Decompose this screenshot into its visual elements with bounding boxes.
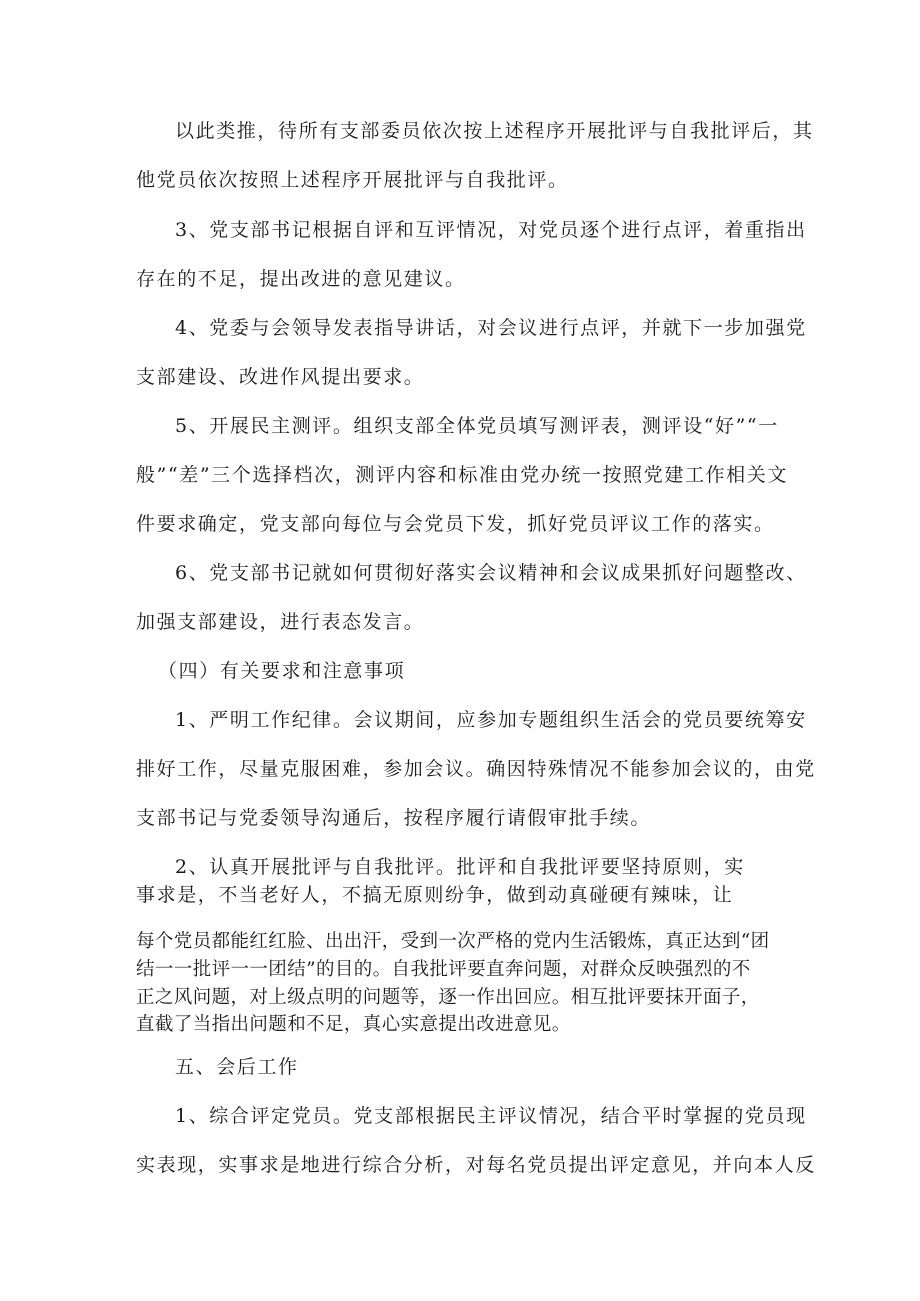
text-line: 他党员依次按照上述程序开展批评与自我批评。: [136, 169, 569, 191]
text-line: 般”“差”三个选择档次，测评内容和标准由党办统一按照党建工作相关文: [136, 464, 788, 486]
text-line: 5、开展民主测评。组织支部全体党员填写测评表，测评设“好”“一: [175, 415, 779, 437]
text-line: 支部建设、改进作风提出要求。: [136, 366, 425, 388]
text-line: 件要求确定，党支部向每位与会党员下发，抓好党员评议工作的落实。: [136, 513, 775, 535]
section-heading: （四）有关要求和注意事项: [158, 660, 406, 682]
text-line: 2、认真开展批评与自我批评。批评和自我批评要坚持原则，实: [175, 856, 745, 878]
text-line: 排好工作，尽量克服困难，参加会议。确因特殊情况不能参加会议的，由党: [136, 758, 816, 780]
text-line: 以此类推，待所有支部委员依次按上述程序开展批评与自我批评后，其: [175, 120, 814, 142]
text-line: 每个党员都能红红脸、出出汗，受到一次严格的党内生活锻炼，真正达到“团: [136, 931, 770, 952]
text-line: 存在的不足，提出改进的意见建议。: [136, 268, 466, 290]
text-line: 4、党委与会领导发表指导讲话，对会议进行点评，并就下一步加强党: [175, 317, 807, 339]
text-line: 3、党支部书记根据自评和互评情况，对党员逐个进行点评，着重指出: [175, 219, 807, 241]
text-line: 支部书记与党委领导沟通后，按程序履行请假审批手续。: [136, 807, 652, 829]
text-line: 加强支部建设，进行表态发言。: [136, 611, 425, 633]
text-line: 1、严明工作纪律。会议期间，应参加专题组织生活会的党员要统筹安: [175, 709, 807, 731]
text-line: 6、党支部书记就如何贯彻好落实会议精神和会议成果抓好问题整改、: [175, 562, 807, 584]
text-line: 正之风问题，对上级点明的问题等，逐一作出回应。相互批评要抹开面子，: [136, 987, 760, 1008]
section-heading: 五、会后工作: [175, 1056, 299, 1078]
text-line: 1、综合评定党员。党支部根据民主评议情况，结合平时掌握的党员现: [175, 1105, 807, 1127]
text-line: 直截了当指出问题和不足，真心实意提出改进意见。: [136, 1014, 571, 1035]
text-line: 事求是，不当老好人，不搞无原则纷争，做到动真碰硬有辣味，让: [136, 884, 734, 906]
text-line: 结一一批评一一团结”的目的。自我批评要直奔问题，对群众反映强烈的不: [136, 959, 751, 980]
text-line: 实表现，实事求是地进行综合分析，对每名党员提出评定意见，并向本人反: [136, 1154, 816, 1176]
